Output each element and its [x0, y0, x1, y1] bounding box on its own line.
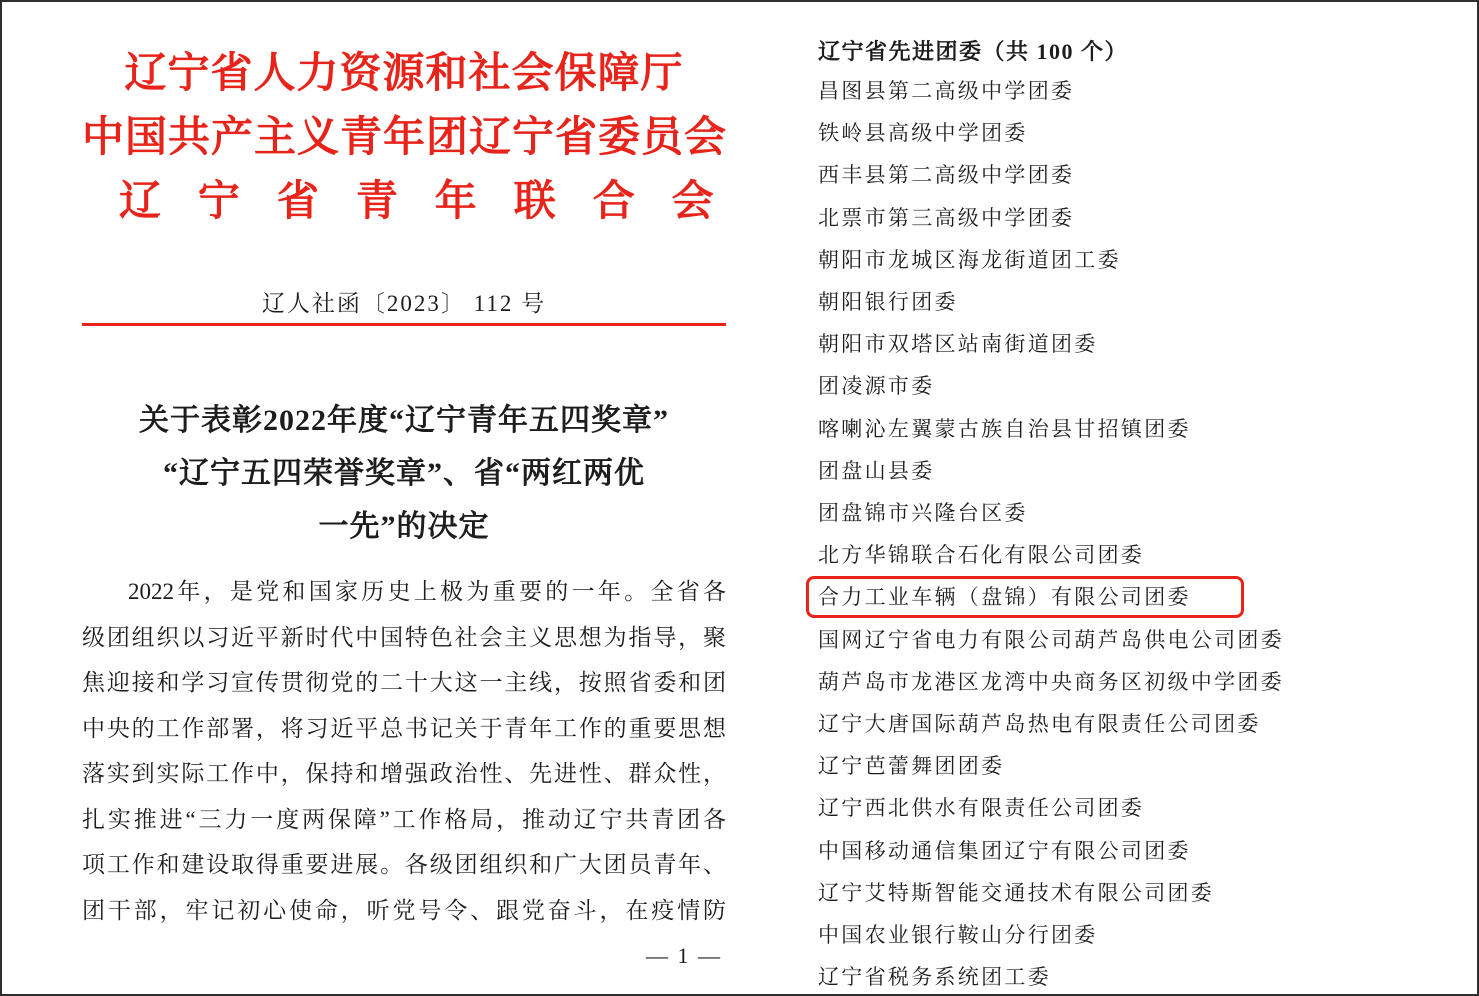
- list-item: [818, 281, 1378, 323]
- letter-page: [82, 42, 751, 972]
- title-line-1: 关于表彰2022年度“辽宁青年五四奖章”: [139, 404, 669, 437]
- award-list-column: [818, 34, 1378, 996]
- list-item: [818, 70, 1378, 112]
- list-item-text: 西丰县第二高级中学团委: [818, 163, 1075, 188]
- list-item: [818, 197, 1378, 239]
- list-item-text: 北方华锦联合石化有限公司团委: [818, 543, 1145, 568]
- award-list: [818, 70, 1378, 996]
- body-line: 项工作和建设取得重要进展。各级团组织和广大团员青年、: [82, 852, 726, 877]
- issuer-line-2: 中国共产主义青年团辽宁省委员会: [82, 115, 728, 161]
- list-item-text: 辽宁艾特斯智能交通技术有限公司团委: [818, 880, 1215, 905]
- page-number: — 1 —: [646, 943, 722, 968]
- list-item: [818, 956, 1378, 996]
- list-item: [818, 492, 1378, 534]
- document-title: [82, 394, 726, 553]
- list-item-text: 昌图县第二高级中学团委: [818, 79, 1075, 103]
- list-item: [818, 703, 1378, 745]
- body-line: 落实到实际工作中，保持和增强政治性、先进性、群众性，: [82, 761, 726, 786]
- list-item-text: 团盘山县委: [818, 458, 935, 483]
- red-divider-line: [82, 323, 726, 326]
- list-item-text: 辽宁芭蕾舞团团委: [818, 754, 1005, 779]
- list-item-text: 辽宁大唐国际葫芦岛热电有限责任公司团委: [818, 712, 1261, 737]
- list-item: [818, 619, 1378, 661]
- list-item-text: 辽宁西北供水有限责任公司团委: [818, 796, 1145, 821]
- list-item: [818, 154, 1378, 196]
- list-item-text: 朝阳银行团委: [818, 290, 958, 315]
- title-line-3: 一先”的决定: [318, 510, 490, 543]
- body-paragraph: [82, 569, 726, 933]
- list-item: [818, 745, 1378, 787]
- list-item: [818, 323, 1378, 365]
- list-item: [818, 365, 1378, 407]
- list-item-text: 喀喇沁左翼蒙古族自治县甘招镇团委: [818, 416, 1191, 441]
- list-item-text: 团凌源市委: [818, 374, 935, 399]
- list-item: [818, 830, 1378, 872]
- list-title: 辽宁省先进团委（共 100 个）: [818, 39, 1129, 64]
- list-item-text: 国网辽宁省电力有限公司葫芦岛供电公司团委: [818, 627, 1284, 652]
- document-number: 辽人社函〔2023〕 112 号: [261, 291, 547, 316]
- list-item: [818, 914, 1378, 956]
- list-item: [818, 661, 1378, 703]
- list-item: [818, 872, 1378, 914]
- list-item: [818, 450, 1378, 492]
- list-item-highlighted: [818, 576, 1378, 618]
- list-item-text: 辽宁省税务系统团工委: [818, 965, 1051, 990]
- issuer-header: [82, 42, 751, 234]
- list-item-text: 北票市第三高级中学团委: [818, 205, 1075, 230]
- body-line: 团干部，牢记初心使命，听党号令、跟党奋斗，在疫情防: [82, 897, 726, 923]
- list-item: [818, 112, 1378, 154]
- list-item-text: 朝阳市龙城区海龙街道团工委: [818, 247, 1121, 272]
- body-line: 扎实推进“三力一度两保障”工作格局，推动辽宁共青团各: [82, 806, 726, 832]
- list-item-text: 朝阳市双塔区站南街道团委: [818, 332, 1098, 357]
- list-item: [818, 787, 1378, 829]
- body-line: 2022年，是党和国家历史上极为重要的一年。全省各: [128, 579, 726, 604]
- body-line: 焦迎接和学习宣传贯彻党的二十大这一主线，按照省委和团: [82, 670, 726, 695]
- list-item: [818, 408, 1378, 450]
- list-item: [818, 534, 1378, 576]
- list-item-text: 葫芦岛市龙港区龙湾中央商务区初级中学团委: [818, 669, 1284, 694]
- list-item-text: 中国移动通信集团辽宁有限公司团委: [818, 838, 1191, 863]
- list-item-text: 铁岭县高级中学团委: [818, 121, 1028, 146]
- title-line-2: “辽宁五四荣誉奖章”、省“两红两优: [163, 457, 645, 490]
- issuer-line-1: 辽宁省人力资源和社会保障厅: [124, 51, 684, 97]
- list-item-text: 中国农业银行鞍山分行团委: [818, 923, 1098, 948]
- body-line: 级团组织以习近平新时代中国特色社会主义思想为指导，聚: [82, 624, 726, 650]
- highlight-box: 合力工业车辆（盘锦）有限公司团委: [806, 576, 1244, 618]
- list-item-text: 团盘锦市兴隆台区委: [818, 501, 1028, 526]
- body-line: 中央的工作部署，将习近平总书记关于青年工作的重要思想: [82, 715, 726, 741]
- issuer-line-3: 辽宁省青年联合会: [118, 179, 751, 225]
- list-item: [818, 239, 1378, 281]
